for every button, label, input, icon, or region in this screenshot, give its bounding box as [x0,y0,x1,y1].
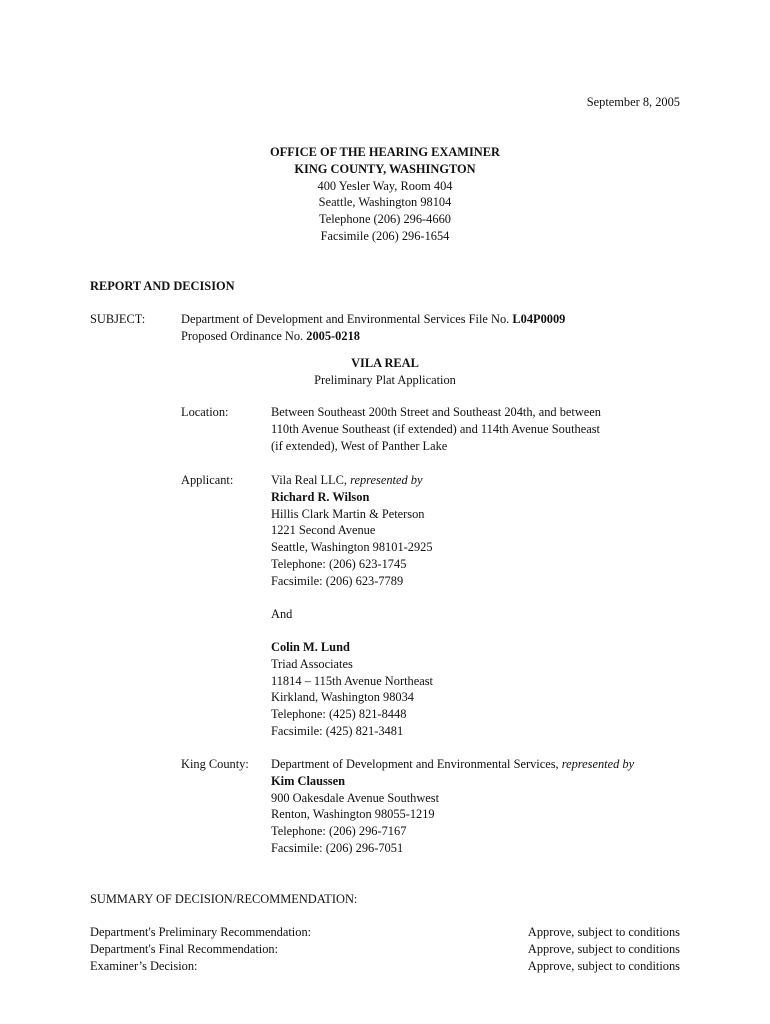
project-name: VILA REAL [351,356,419,370]
king-county-line: Telephone: (206) 296-7167 [271,824,407,839]
applicant-org: Vila Real LLC, [271,473,351,487]
applicant2-line: Kirkland, Washington 98034 [271,690,414,705]
applicant2-line: 11814 – 115th Avenue Northeast [271,673,433,688]
applicant-line: 1221 Second Avenue [271,523,376,538]
summary-label: Department's Final Recommendation: [90,941,279,956]
applicant-line: Telephone: (206) 623-1745 [271,556,407,571]
king-county-line: Renton, Washington 98055-1219 [271,807,435,822]
applicant-rep-name: Richard R. Wilson [271,489,370,504]
file-number: L04P0009 [512,312,566,326]
applicant-line: Facsimile: (206) 623-7789 [271,573,404,588]
summary-value: Approve, subject to conditions [527,925,680,939]
summary-label: Department's Preliminary Recommendation: [90,925,312,939]
king-county-label: King County: [181,757,249,771]
office-county: KING COUNTY, WASHINGTON [294,161,476,176]
summary-row [90,924,680,941]
king-county-line: Facsimile: (206) 296-7051 [271,840,404,855]
represented-by: represented by [350,473,423,487]
subject-block [181,311,565,345]
location-label: Location: [181,405,229,419]
office-header [0,144,770,245]
report-title: REPORT AND DECISION [90,279,235,293]
king-county-block [271,756,634,857]
summary-row [90,958,680,975]
applicant-line: Seattle, Washington 98101-2925 [271,540,433,555]
office-address: 400 Yesler Way, Room 404 [317,178,453,193]
applicant2-block [271,639,433,740]
summary-value: Approve, subject to conditions [527,941,680,956]
applicant-label: Applicant: [181,473,234,487]
king-county-rep-name: Kim Claussen [271,773,346,788]
applicant-block [271,472,433,590]
applicant-line: Hillis Clark Martin & Peterson [271,506,425,521]
applicant2-line: Facsimile: (425) 821-3481 [271,723,404,738]
document-date: September 8, 2005 [586,95,680,109]
applicant2-rep-name: Colin M. Lund [271,640,350,654]
subject-label: SUBJECT: [90,312,146,326]
office-fax: Facsimile (206) 296-1654 [320,228,450,243]
summary-row [90,941,680,958]
summary-label: Examiner’s Decision: [90,958,198,973]
summary-heading: SUMMARY OF DECISION/RECOMMENDATION: [90,892,358,906]
office-city: Seattle, Washington 98104 [318,195,452,210]
subject-line2: Proposed Ordinance No. [181,328,307,343]
project-type: Preliminary Plat Application [314,372,456,387]
summary-value: Approve, subject to conditions [527,958,680,973]
location-line: 110th Avenue Southeast (if extended) and 114th Avenue Southeast [271,421,600,436]
summary-table [90,924,680,974]
location-line: Between Southeast 200th Street and Southeast 204th, and between [271,405,602,419]
applicant2-line: Triad Associates [271,656,353,671]
king-county-line: 900 Oakesdale Avenue Southwest [271,790,440,805]
project-block [0,355,770,389]
applicant2-line: Telephone: (425) 821-8448 [271,707,407,722]
office-name: OFFICE OF THE HEARING EXAMINER [270,145,500,159]
represented-by: represented by [561,757,635,771]
location-block [271,404,601,454]
location-line: (if extended), West of Panther Lake [271,438,448,453]
office-phone: Telephone (206) 296-4660 [319,212,451,227]
and-text: And [271,607,293,621]
ordinance-number: 2005-0218 [306,328,360,343]
king-county-org: Department of Development and Environmental Services, [271,757,562,771]
subject-line1: Department of Development and Environmental Services File No. [181,312,513,326]
